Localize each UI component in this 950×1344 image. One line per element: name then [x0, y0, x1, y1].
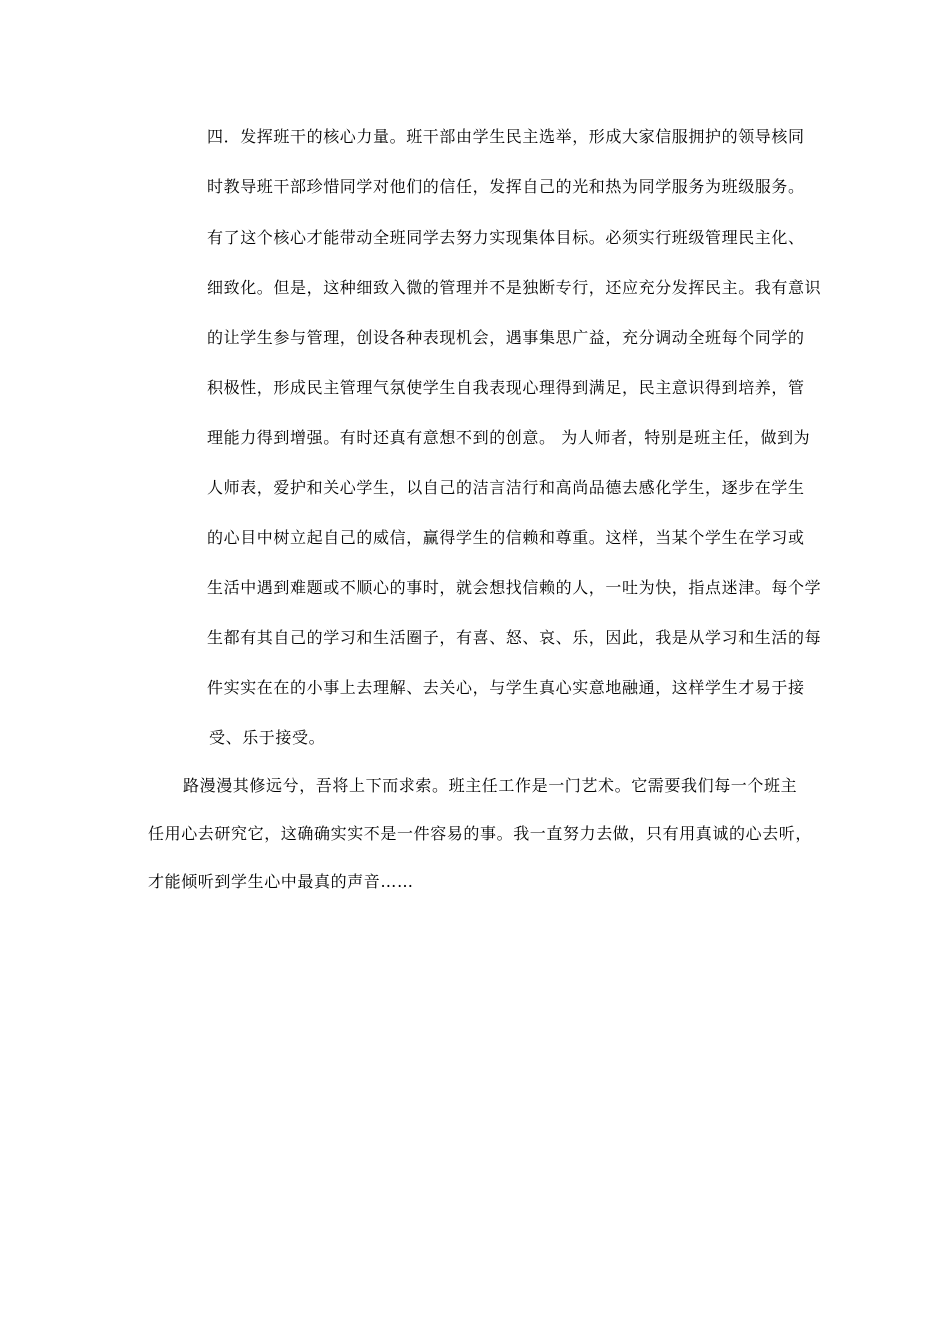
text-line: 生活中遇到难题或不顺心的事时，就会想找信赖的人，一吐为快，指点迷津。每个学: [207, 578, 822, 597]
text-line: 才能倾听到学生心中最真的声音……: [148, 872, 414, 891]
text-line: 件实实在在的小事上去理解、去关心，与学生真心实意地融通，这样学生才易于接: [207, 678, 805, 697]
text-line: 任用心去研究它，这确确实实不是一件容易的事。我一直努力去做，只有用真诚的心去听，: [148, 824, 813, 843]
text-line: 生都有其自己的学习和生活圈子，有喜、怒、哀、乐，因此，我是从学习和生活的每: [207, 628, 822, 647]
text-line: 积极性，形成民主管理气氛使学生自我表现心理得到满足，民主意识得到培养，管: [207, 378, 805, 397]
text-line: 时教导班干部珍惜同学对他们的信任，发挥自己的光和热为同学服务为班级服务。: [207, 177, 805, 196]
text-line: 细致化。但是，这种细致入微的管理并不是独断专行，还应充分发挥民主。我有意识: [207, 278, 822, 297]
text-line: 的让学生参与管理，创设各种表现机会，遇事集思广益，充分调动全班每个同学的: [207, 328, 805, 347]
text-line: 路漫漫其修远兮，吾将上下而求索。班主任工作是一门艺术。它需要我们每一个班主: [183, 776, 798, 795]
text-line: 的心目中树立起自己的威信，赢得学生的信赖和尊重。这样，当某个学生在学习或: [207, 528, 805, 547]
text-line: 四．发挥班干的核心力量。班干部由学生民主选举，形成大家信服拥护的领导核同: [207, 127, 805, 146]
text-line: 受、乐于接受。: [209, 728, 326, 747]
text-line: 有了这个核心才能带动全班同学去努力实现集体目标。必须实行班级管理民主化、: [207, 228, 805, 247]
text-line: 人师表，爱护和关心学生，以自己的洁言洁行和高尚品德去感化学生，逐步在学生: [207, 478, 805, 497]
text-line: 理能力得到增强。有时还真有意想不到的创意。 为人师者，特别是班主任，做到为: [207, 428, 811, 447]
